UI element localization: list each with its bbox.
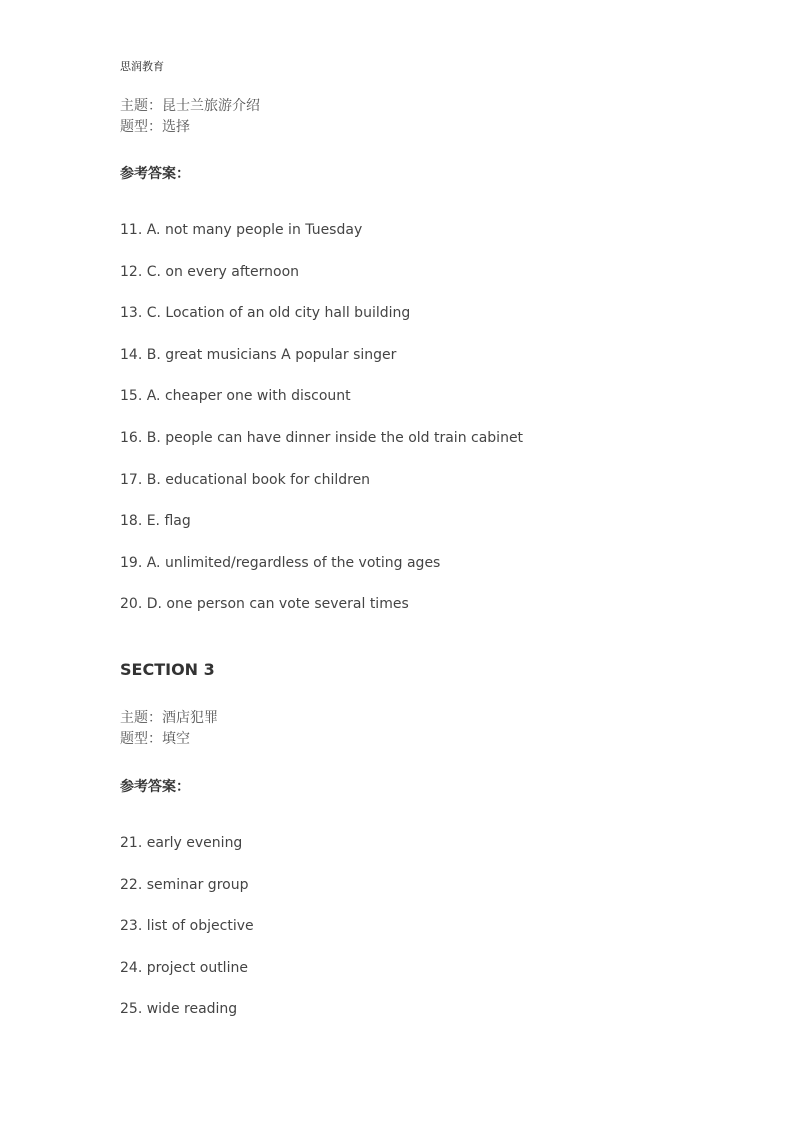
answer-item: 25. wide reading: [120, 1001, 238, 1017]
organization-name: 思润教育: [120, 60, 164, 73]
section3-answer-list: [120, 833, 254, 1041]
section2-answer-list: [120, 220, 523, 636]
section3-answer-label: 参考答案：: [120, 779, 190, 795]
answer-item: 23. list of objective: [120, 918, 254, 934]
answer-item: 17. B. educational book for children: [120, 471, 371, 488]
answer-item: 13. C. Location of an old city hall building: [120, 305, 411, 322]
answer-item: 24. project outline: [120, 959, 248, 976]
answer-item: 22. seminar group: [120, 876, 249, 893]
section2-question-type: 题型：选择: [120, 119, 190, 135]
answer-item: 16. B. people can have dinner inside the old train cabinet: [120, 429, 524, 446]
answer-item: 12. C. on every afternoon: [120, 263, 300, 280]
answer-item: 19. A. unlimited/regardless of the voting ages: [120, 554, 441, 571]
section2-topic: 主题：昆士兰旅游介绍: [120, 98, 260, 114]
answer-item: 14. B. great musicians A popular singer: [120, 346, 397, 363]
section3-question-type: 题型：填空: [120, 731, 190, 747]
answer-item: 18. E. flag: [120, 513, 191, 530]
answer-item: 21. early evening: [120, 835, 243, 851]
section3-topic: 主题：酒店犯罪: [120, 710, 218, 726]
section3-title: SECTION 3: [120, 660, 215, 679]
answer-item: 11. A. not many people in Tuesday: [120, 222, 363, 238]
answer-item: 15. A. cheaper one with discount: [120, 388, 351, 405]
section2-answer-label: 参考答案：: [120, 166, 190, 182]
answer-item: 20. D. one person can vote several times: [120, 596, 409, 613]
